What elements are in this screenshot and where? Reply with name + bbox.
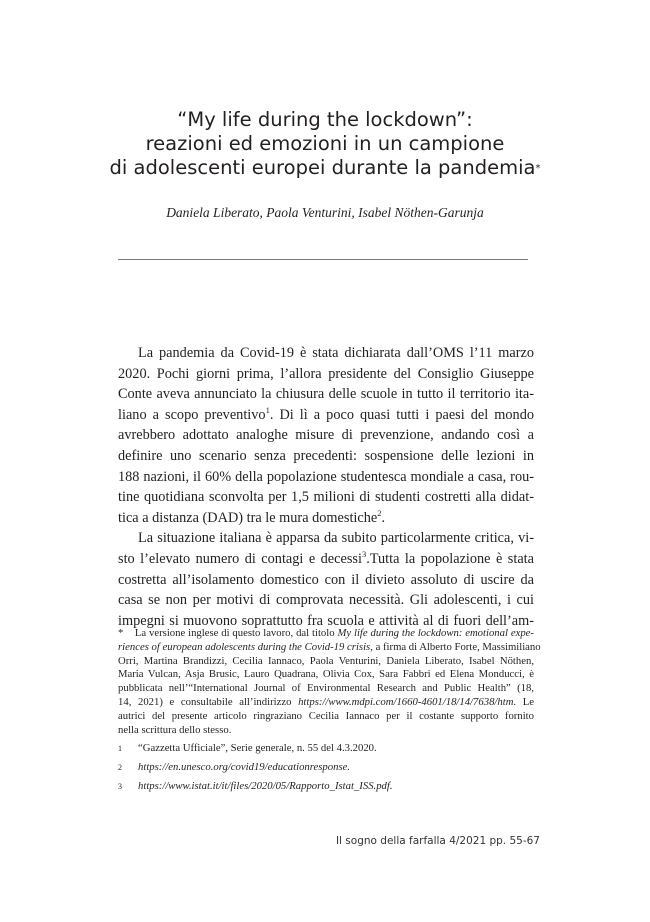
body-line: casa se non per motivi di comprovata necessità. Gli adolescenti, i cui <box>118 592 534 609</box>
footnote-text: , a firma di Alberto Forte, Massimiliano <box>370 640 541 653</box>
body-line <box>118 405 534 426</box>
footnote-link[interactable]: https://en.unesco.org/covid19/educationresponse. <box>138 761 351 774</box>
title-line-3 <box>60 156 590 180</box>
body-line: 2020. Pochi giorni prima, l’allora presidente del Consiglio Giuseppe <box>118 365 534 382</box>
body-text: . Di lì a poco quasi tutti i paesi del mondo <box>269 406 534 423</box>
footnote-text: “Gazzetta Ufficiale”, Serie generale, n. 55 del 4.3.2020. <box>138 742 377 755</box>
footnote-star <box>118 627 541 737</box>
body-line: tine quotidiana sconvolta per 1,5 milioni di studenti costretti alla didat- <box>118 489 534 506</box>
title-line-2: reazioni ed emozioni in un campione <box>145 132 505 155</box>
body-line: La situazione italiana è apparsa da subito particolarmente critica, vi- <box>138 530 534 547</box>
body-line: definire uno scenario senza precedenti: sospensione delle lezioni in <box>118 447 534 464</box>
footnotes <box>118 627 541 794</box>
footnote-ref-1[interactable]: 1 <box>265 405 270 416</box>
body-line: costretta all’isolamento domestico con il divieto assoluto di uscire da <box>118 571 534 588</box>
footnote-text: La versione inglese di questo lavoro, dal titolo <box>134 627 338 639</box>
body-text: liano a scopo preventivo <box>118 406 266 423</box>
footnote-text: 14, 2021) e consultabile all’indirizzo <box>118 695 299 708</box>
footnote-line: autrici del presente articolo ringraziano Cecilia Iannaco per il costante supporto fornito <box>118 709 534 722</box>
footnote-line: Maria Vulcan, Asja Brusic, Lauro Quadrana, Olivia Cox, Sara Fabbri ed Elena Monducci, è <box>118 668 534 681</box>
body-text: tica a distanza (DAD) tra le mura domestiche <box>118 509 378 526</box>
body-line: 188 nazioni, il 60% della popolazione studentesca mondiale a casa, rou- <box>118 468 534 485</box>
title-line-1: “My life during the lockdown”: <box>177 108 473 131</box>
article-authors: Daniela Liberato, Paola Venturini, Isabel Nöthen-Garunja <box>166 205 484 220</box>
footnote-1 <box>118 742 534 756</box>
footnote-number: 1 <box>118 744 122 754</box>
footnote-ref-3[interactable]: 3 <box>361 549 367 560</box>
footnote-line <box>118 640 541 655</box>
body-text: sto l’elevato numero di contagi e decessi <box>118 550 362 567</box>
body-line: impegni si muovono soprattutto fra scuola e attività al di fuori dell’am- <box>118 612 534 629</box>
footnote-text: . Le <box>513 695 534 708</box>
paragraph-2 <box>118 528 534 631</box>
footnote-line <box>118 627 534 641</box>
footnote-link[interactable]: https://www.mdpi.com/1660-4601/18/14/7638/htm <box>298 695 514 708</box>
title-footnote-marker[interactable]: * <box>535 163 541 174</box>
footnote-line: Orri, Martina Brandizzi, Cecilia Iannaco, Paola Venturini, Daniela Liberato, Isabel Nöthen, <box>118 654 534 667</box>
footnote-3 <box>118 780 534 794</box>
footnote-line <box>118 696 534 710</box>
article-body <box>118 343 534 631</box>
article-title <box>60 108 590 180</box>
footnote-2 <box>118 761 534 775</box>
footnote-line: nella scrittura dello stesso. <box>118 723 232 736</box>
title-line-3-text: di adolescenti europei durante la pandemia <box>109 156 536 179</box>
body-line: La pandemia da Covid-19 è stata dichiarata dall’OMS l’11 marzo <box>138 345 534 361</box>
footnote-line: pubblicata nell’“International Journal of Environmental Research and Public Health” (18, <box>118 682 534 695</box>
body-text: .Tutta la popolazione è stata <box>366 550 534 567</box>
footnote-text-italic: riences of european adolescents during the Covid-19 crisis <box>118 640 371 653</box>
footnote-number: 3 <box>118 781 122 791</box>
body-line <box>118 508 534 529</box>
page-info: Il sogno della farfalla 4/2021 pp. 55-67 <box>335 835 540 847</box>
body-line: avrebbero adottato analoghe misure di prevenzione, andando così a <box>118 427 534 444</box>
footnote-ref-2[interactable]: 2 <box>377 507 382 518</box>
title-divider <box>118 259 528 260</box>
footnote-star-marker: * <box>118 627 124 639</box>
footnote-number: 2 <box>118 763 122 773</box>
footnote-text-italic: My life during the lockdown: emotional expe- <box>337 627 534 639</box>
footnote-link[interactable]: https://www.istat.it/it/files/2020/05/Rapporto_Istat_ISS.pdf. <box>138 779 393 792</box>
body-line <box>118 549 534 570</box>
body-text: . <box>381 509 386 526</box>
body-line: Conte aveva annunciato la chiusura delle scuole in tutto il territorio ita- <box>118 386 534 403</box>
paragraph-1 <box>118 343 534 528</box>
